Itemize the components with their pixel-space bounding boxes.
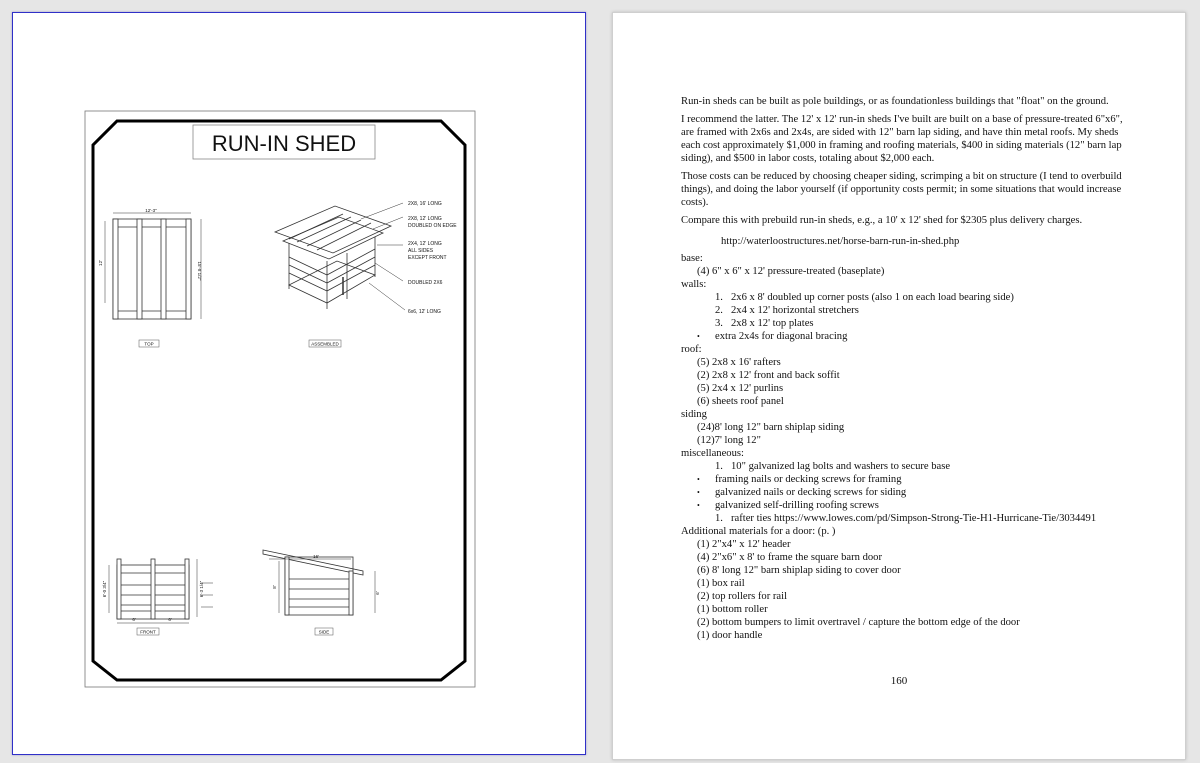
dim-side-top: 16' xyxy=(313,554,319,559)
dim-top-left: 12' xyxy=(98,260,103,266)
shed-drawing xyxy=(13,13,587,756)
list-item: • extra 2x4s for diagonal bracing xyxy=(697,331,848,342)
list-item: • framing nails or decking screws for framing xyxy=(697,474,902,485)
list-item: (6) 8' long 12" barn shiplap siding to cover door xyxy=(697,565,901,576)
list-item: (4) 6" x 6" x 12' pressure-treated (baseplate) xyxy=(697,266,885,277)
paragraph-compare: Compare this with prebuild run-in sheds, e.g., a 10' x 12' shed for $2305 plus delivery charges. xyxy=(681,215,1083,226)
dim-top-right: 15'-8 1/2" xyxy=(197,261,202,281)
list-item: (5) 2x4 x 12' purlins xyxy=(697,383,784,394)
front-view xyxy=(109,559,213,623)
dim-front-left: 6'-0 3/4" xyxy=(102,580,107,598)
reference-url[interactable]: http://waterloostructures.net/horse-barn-run-in-shed.php xyxy=(721,236,960,247)
callout-8: 6x6, 12' LONG xyxy=(408,309,441,315)
sheet-border xyxy=(85,111,475,687)
callout-6: EXCEPT FRONT xyxy=(408,255,447,261)
section-walls: walls: xyxy=(681,279,707,290)
dim-side-right: 6' xyxy=(375,591,380,595)
dim-side-left: 8' xyxy=(272,585,277,589)
section-roof: roof: xyxy=(681,344,702,355)
label-assembled: ASSEMBLED xyxy=(311,341,339,347)
section-miscellaneous: miscellaneous: xyxy=(681,448,744,459)
list-item: 1. rafter ties https://www.lowes.com/pd/Simpson-Strong-Tie-H1-Hurricane-Tie/3034491 xyxy=(715,513,1097,524)
list-item: • galvanized self-drilling roofing screws xyxy=(697,500,879,511)
label-top: TOP xyxy=(144,341,154,347)
list-item: (1) 2"x4" x 12' header xyxy=(697,539,791,550)
paragraph-intro: Run-in sheds can be built as pole buildings, or as foundationless buildings that "float" on the ground. xyxy=(681,96,1109,107)
list-item: 2. 2x4 x 12' horizontal stretchers xyxy=(715,305,859,316)
list-item: 1. 2x6 x 8' doubled up corner posts (also 1 on each load bearing side) xyxy=(715,292,1014,303)
callout-2: 2X8, 12' LONG xyxy=(408,216,442,222)
section-door: Additional materials for a door: (p. ) xyxy=(681,526,836,537)
list-item: (2) 2x8 x 12' front and back soffit xyxy=(697,370,840,381)
list-item: (24)8' long 12" barn shiplap siding xyxy=(697,422,845,433)
list-item: 1. 10" galvanized lag bolts and washers to secure base xyxy=(715,461,951,472)
label-side: SIDE xyxy=(318,629,330,635)
label-front: FRONT xyxy=(140,629,156,635)
section-siding: siding xyxy=(681,409,707,420)
list-item: (5) 2x8 x 16' rafters xyxy=(697,357,781,368)
callout-7: DOUBLED 2X6 xyxy=(408,280,443,286)
dim-front-right: 6'-3 1/4" xyxy=(199,580,204,598)
list-item: (1) door handle xyxy=(697,630,763,641)
page-text[interactable] xyxy=(612,12,1186,760)
callout-3: DOUBLED ON EDGE xyxy=(408,223,457,229)
list-item: (1) box rail xyxy=(697,578,745,589)
drawing-title: RUN-IN SHED xyxy=(211,131,357,156)
callout-5: ALL SIDES xyxy=(408,248,434,254)
dim-front-bottom-a: 6' xyxy=(132,617,136,622)
paragraph-recommendation: I recommend the latter. The 12' x 12' run-in sheds I've built are built on a base of pressure-treated 6"x6", are framed with 2x6s and 2x4s, are sided with 12" barn lap siding, and have thin metal roofs. My sheds each cost approximately $1,000 in framing and roofing materials, $400 in siding materials (12" barn lap siding), and $500 in labor costs, totaling about $2,000 each. xyxy=(681,114,1123,164)
list-item: (6) sheets roof panel xyxy=(697,396,784,407)
list-item: (4) 2"x6" x 8' to frame the square barn door xyxy=(697,552,883,563)
top-view xyxy=(105,213,201,319)
side-view xyxy=(263,550,375,615)
list-item: (1) bottom roller xyxy=(697,604,768,615)
dim-front-bottom-b: 6' xyxy=(168,617,172,622)
list-item: (2) top rollers for rail xyxy=(697,591,788,602)
dim-top-width: 12'-3" xyxy=(145,208,157,213)
paragraph-cost-reduction: Those costs can be reduced by choosing cheaper siding, scrimping a bit on structure (I tend to overbuild things), and doing the labor yourself (if opportunity costs permit; in some situations that would increase costs). xyxy=(681,171,1122,208)
list-item: 3. 2x8 x 12' top plates xyxy=(715,318,814,329)
assembled-view xyxy=(275,203,405,310)
section-base: base: xyxy=(681,253,703,264)
list-item: (2) bottom bumpers to limit overtravel / capture the bottom edge of the door xyxy=(697,617,1020,628)
page-drawing[interactable] xyxy=(12,12,586,755)
callout-4: 2X4, 12' LONG xyxy=(408,241,442,247)
callout-1: 2X8, 16' LONG xyxy=(408,201,442,207)
text-column xyxy=(681,95,1131,642)
list-item: • galvanized nails or decking screws for siding xyxy=(697,487,907,498)
list-item: (12)7' long 12" xyxy=(697,435,761,446)
page-number: 160 xyxy=(890,675,908,687)
